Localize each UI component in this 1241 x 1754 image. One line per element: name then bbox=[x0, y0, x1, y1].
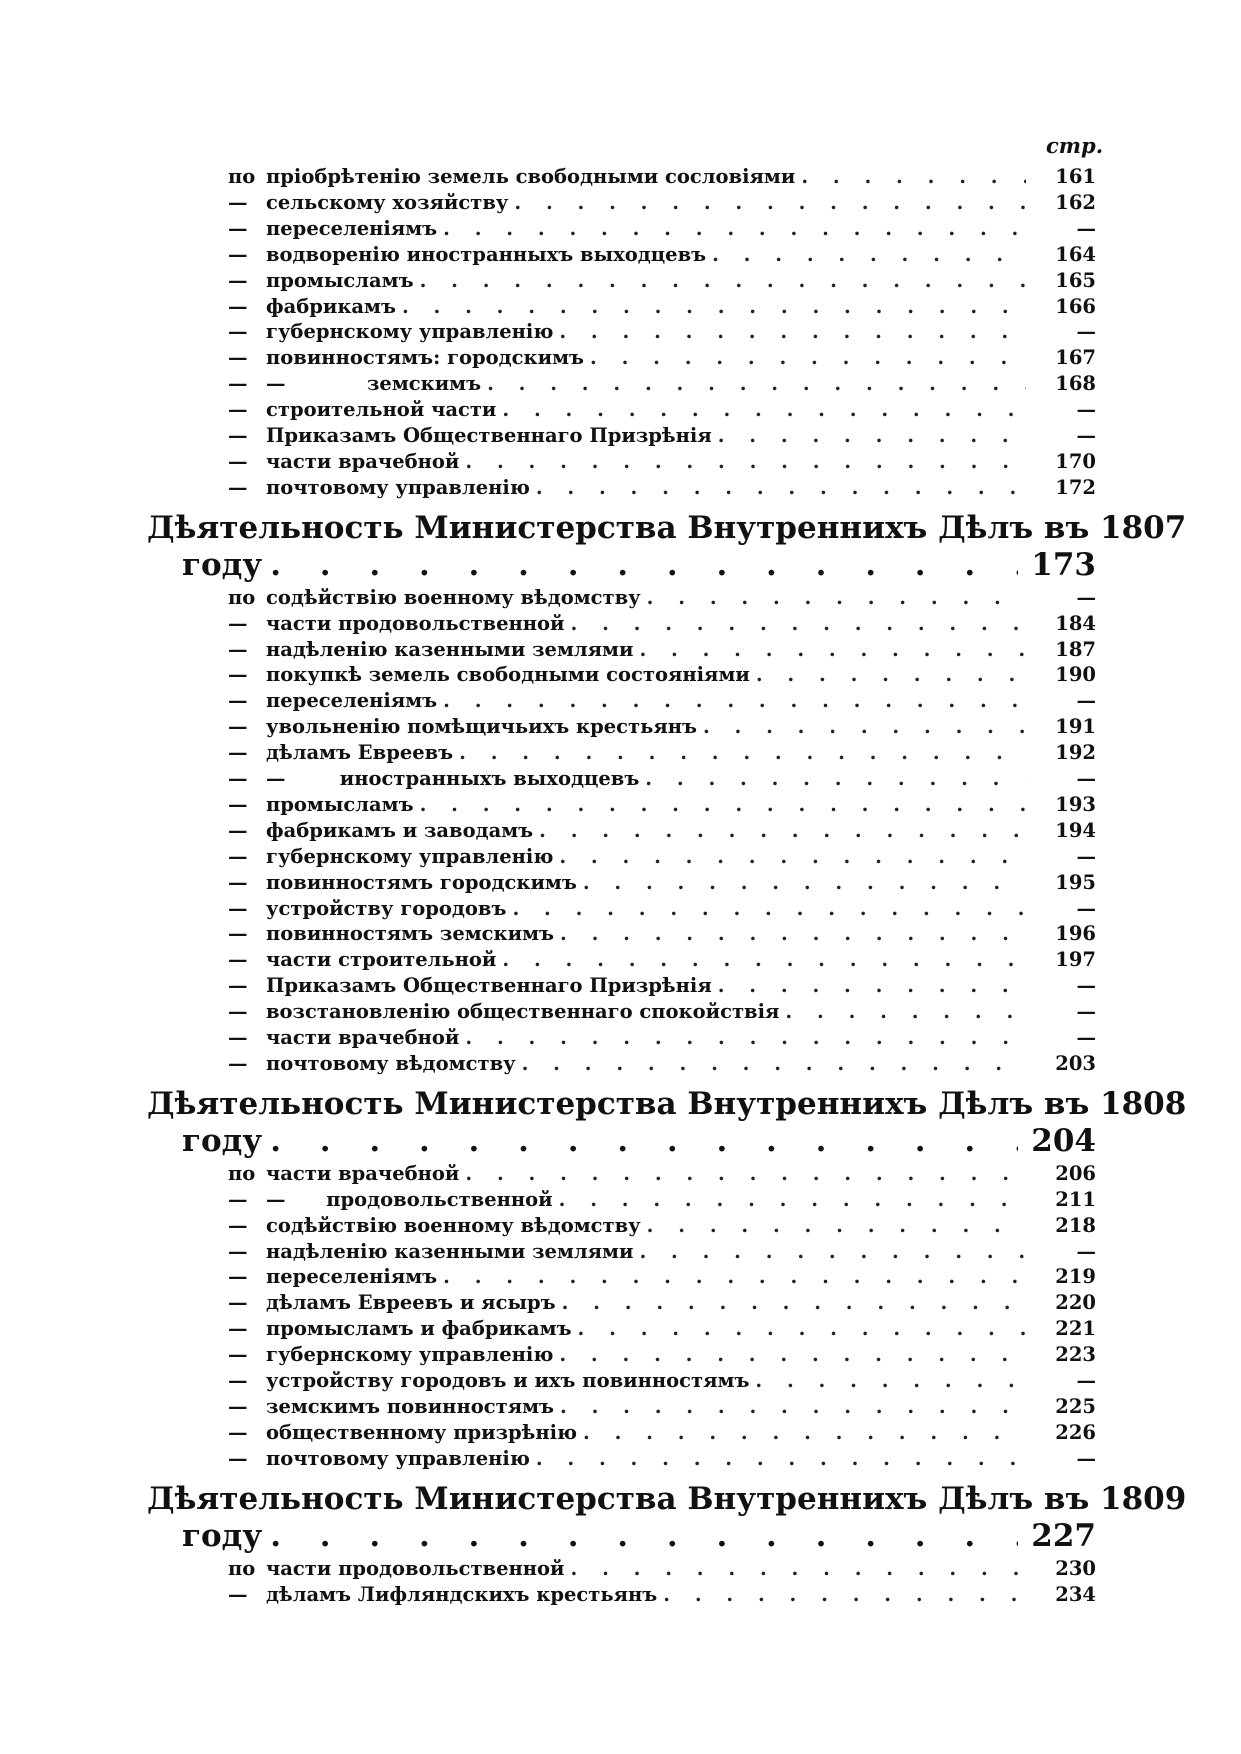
entry-title: губернскому управленію bbox=[266, 1343, 554, 1367]
entry-lead: — bbox=[228, 449, 248, 473]
dot-leader bbox=[583, 870, 1026, 896]
entry-lead: — bbox=[228, 398, 248, 422]
toc-entry bbox=[228, 714, 1096, 740]
toc-entry bbox=[228, 662, 1096, 688]
entry-title: промысламъ bbox=[266, 268, 414, 292]
entry-page-number: 193 bbox=[1055, 792, 1096, 816]
entry-lead: — bbox=[228, 216, 248, 240]
dot-leader bbox=[718, 423, 1026, 449]
toc-entry bbox=[228, 268, 1096, 294]
entry-title: содѣйствію военному вѣдомству bbox=[266, 1213, 641, 1237]
entry-title: губернскому управленію bbox=[266, 320, 554, 344]
entry-lead: — bbox=[228, 1291, 248, 1315]
entry-page-number: 162 bbox=[1055, 190, 1096, 214]
entry-title: части продовольственной bbox=[266, 611, 565, 635]
entry-lead: — bbox=[228, 818, 248, 842]
entry-lead: по bbox=[228, 1556, 256, 1580]
entry-lead: — bbox=[228, 1394, 248, 1418]
toc-entry bbox=[228, 1394, 1096, 1420]
entry-page-number: 203 bbox=[1055, 1051, 1096, 1075]
toc-entry bbox=[228, 870, 1096, 896]
entry-title: земскимъ повинностямъ bbox=[266, 1394, 554, 1418]
toc-entry bbox=[228, 371, 1096, 397]
toc-entry bbox=[228, 345, 1096, 371]
toc-entry bbox=[228, 818, 1096, 844]
section-page-number: 227 bbox=[1031, 1517, 1096, 1554]
dot-leader bbox=[514, 190, 1026, 216]
entry-lead: — bbox=[228, 1446, 248, 1470]
entry-page-number: 218 bbox=[1055, 1213, 1096, 1237]
dot-leader bbox=[402, 294, 1026, 320]
entry-page-number: — bbox=[1076, 320, 1096, 344]
entry-lead: — bbox=[228, 242, 248, 266]
entry-lead: — bbox=[228, 346, 248, 370]
toc-entry bbox=[228, 1420, 1096, 1446]
toc-entry bbox=[228, 688, 1096, 714]
toc-entry bbox=[228, 792, 1096, 818]
entry-lead: — bbox=[228, 1187, 248, 1211]
entry-title: водворенію иностранныхъ выходцевъ bbox=[266, 242, 707, 266]
entry-page-number: — bbox=[1076, 896, 1096, 920]
toc-entry bbox=[228, 1368, 1096, 1394]
section-year-line bbox=[182, 1517, 1096, 1555]
entry-title: переселеніямъ bbox=[266, 1265, 438, 1289]
dot-leader bbox=[502, 397, 1026, 423]
entry-lead: — bbox=[228, 663, 248, 687]
entry-page-number: 221 bbox=[1055, 1317, 1096, 1341]
entry-title: покупкѣ земель свободными состояніями bbox=[266, 663, 750, 687]
entry-lead: — bbox=[228, 1265, 248, 1289]
entry-title: части врачебной bbox=[266, 1161, 460, 1185]
dot-leader bbox=[645, 766, 1026, 792]
entry-page-number: 172 bbox=[1055, 475, 1096, 499]
entry-page-number: 206 bbox=[1055, 1161, 1096, 1185]
dot-leader bbox=[465, 1025, 1026, 1051]
toc-entry bbox=[228, 1556, 1096, 1582]
entry-title: сельскому хозяйству bbox=[266, 190, 509, 214]
section-year-word: году bbox=[182, 1517, 263, 1554]
section-heading: Дѣятельность Министерства Внутреннихъ Дѣлъ въ 1807 bbox=[147, 509, 1187, 546]
dot-leader bbox=[465, 1161, 1026, 1187]
entry-lead: — bbox=[228, 1026, 248, 1049]
entry-page-number: 234 bbox=[1055, 1582, 1096, 1606]
section-year-line bbox=[182, 1122, 1096, 1160]
entry-title: дѣламъ Лифляндскихъ крестьянъ bbox=[266, 1582, 658, 1606]
dot-leader bbox=[756, 662, 1026, 688]
section-heading: Дѣятельность Министерства Внутреннихъ Дѣлъ въ 1809 bbox=[147, 1480, 1187, 1517]
toc-entry bbox=[228, 475, 1096, 501]
dot-leader bbox=[270, 1517, 1018, 1555]
dot-leader bbox=[559, 1342, 1026, 1368]
entry-lead: — bbox=[228, 424, 248, 447]
entry-lead: — bbox=[228, 372, 248, 396]
dot-leader bbox=[465, 449, 1026, 475]
entry-lead: по bbox=[228, 1161, 256, 1185]
dot-leader bbox=[270, 546, 1018, 584]
entry-title: общественному призрѣнію bbox=[266, 1420, 578, 1444]
entry-title: части врачебной bbox=[266, 1026, 460, 1049]
dot-leader bbox=[443, 688, 1026, 714]
dot-leader bbox=[487, 371, 1026, 397]
dot-leader bbox=[703, 714, 1026, 740]
section-year-word: году bbox=[182, 546, 263, 583]
dot-leader bbox=[512, 896, 1026, 922]
entry-lead: — bbox=[228, 1213, 248, 1237]
section-page-number: 173 bbox=[1031, 546, 1096, 583]
dot-leader bbox=[560, 1394, 1026, 1420]
toc-entry bbox=[228, 1187, 1096, 1213]
entry-title: почтовому управленію bbox=[266, 475, 530, 499]
entry-title: — земскимъ bbox=[266, 372, 482, 396]
entry-lead: — bbox=[228, 1420, 248, 1444]
toc-entry bbox=[228, 1582, 1096, 1608]
entry-lead: — bbox=[228, 948, 248, 972]
dot-leader bbox=[639, 1239, 1026, 1265]
entry-title: фабрикамъ bbox=[266, 294, 396, 318]
entry-lead: — bbox=[228, 767, 248, 790]
entry-page-number: 165 bbox=[1055, 268, 1096, 292]
entry-title: повинностямъ городскимъ bbox=[266, 870, 577, 894]
dot-leader bbox=[270, 1122, 1018, 1160]
entry-lead: — bbox=[228, 1369, 248, 1392]
entry-lead: — bbox=[228, 1051, 248, 1075]
entry-page-number: 211 bbox=[1055, 1187, 1096, 1211]
entry-title: устройству городовъ bbox=[266, 896, 507, 920]
toc-entry bbox=[228, 766, 1096, 792]
entry-page-number: — bbox=[1076, 1446, 1096, 1470]
toc-entry bbox=[228, 1239, 1096, 1265]
entry-lead: — bbox=[228, 637, 248, 661]
toc-entry bbox=[228, 585, 1096, 611]
entry-page-number: 225 bbox=[1055, 1394, 1096, 1418]
dot-leader bbox=[562, 1290, 1026, 1316]
dot-leader bbox=[559, 1187, 1026, 1213]
entry-page-number: — bbox=[1076, 424, 1096, 447]
toc-entry bbox=[228, 1025, 1096, 1051]
toc-entry bbox=[228, 216, 1096, 242]
page-column-label: стр. bbox=[1046, 133, 1104, 158]
dot-leader bbox=[459, 740, 1026, 766]
entry-lead: по bbox=[228, 585, 256, 609]
entry-page-number: — bbox=[1076, 398, 1096, 422]
entry-title: части врачебной bbox=[266, 449, 460, 473]
entry-title: повинностямъ земскимъ bbox=[266, 922, 554, 946]
entry-page-number: 194 bbox=[1055, 818, 1096, 842]
entry-page-number: 170 bbox=[1055, 449, 1096, 473]
toc-entry bbox=[228, 294, 1096, 320]
entry-page-number: 230 bbox=[1055, 1556, 1096, 1580]
dot-leader bbox=[443, 216, 1026, 242]
dot-leader bbox=[559, 319, 1026, 345]
entry-lead: — bbox=[228, 294, 248, 318]
dot-leader bbox=[571, 611, 1027, 637]
entry-lead: — bbox=[228, 844, 248, 868]
entry-page-number: — bbox=[1076, 1369, 1096, 1392]
entry-lead: по bbox=[228, 165, 256, 188]
entry-title: почтовому вѣдомству bbox=[266, 1051, 516, 1075]
entry-title: губернскому управленію bbox=[266, 844, 554, 868]
toc-entry bbox=[228, 973, 1096, 999]
toc-entry bbox=[228, 844, 1096, 870]
dot-leader bbox=[785, 999, 1026, 1025]
entry-page-number: — bbox=[1076, 767, 1096, 790]
dot-leader bbox=[420, 268, 1026, 294]
toc-entry bbox=[228, 1290, 1096, 1316]
entry-page-number: 166 bbox=[1055, 294, 1096, 318]
entry-page-number: 167 bbox=[1055, 346, 1096, 370]
toc-entry bbox=[228, 1213, 1096, 1239]
entry-lead: — bbox=[228, 190, 248, 214]
entry-title: дѣламъ Евреевъ bbox=[266, 741, 454, 765]
entry-title: пріобрѣтенію земель свободными сословіями bbox=[266, 165, 796, 188]
toc-entry bbox=[228, 1161, 1096, 1187]
entry-title: переселеніямъ bbox=[266, 689, 438, 713]
toc-entry bbox=[228, 740, 1096, 766]
dot-leader bbox=[502, 947, 1026, 973]
dot-leader bbox=[522, 1051, 1026, 1077]
entry-page-number: 196 bbox=[1055, 922, 1096, 946]
entry-page-number: 161 bbox=[1055, 165, 1096, 188]
entry-title: возстановленію общественнаго спокойствія bbox=[266, 1000, 780, 1024]
entry-page-number: — bbox=[1076, 1026, 1096, 1049]
entry-title: надѣленію казенными землями bbox=[266, 637, 634, 661]
dot-leader bbox=[571, 1556, 1027, 1582]
entry-title: содѣйствію военному вѣдомству bbox=[266, 585, 641, 609]
entry-lead: — bbox=[228, 715, 248, 739]
toc-entry bbox=[228, 397, 1096, 423]
entry-lead: — bbox=[228, 1239, 248, 1263]
entry-lead: — bbox=[228, 475, 248, 499]
entry-title: надѣленію казенными землями bbox=[266, 1239, 634, 1263]
dot-leader bbox=[583, 1420, 1026, 1446]
dot-leader bbox=[536, 1446, 1026, 1472]
dot-leader bbox=[712, 242, 1026, 268]
entry-page-number: — bbox=[1076, 1000, 1096, 1024]
toc-entry bbox=[228, 1316, 1096, 1342]
entry-title: — продовольственной bbox=[266, 1187, 553, 1211]
dot-leader bbox=[801, 164, 1026, 190]
entry-page-number: 223 bbox=[1055, 1343, 1096, 1367]
dot-leader bbox=[443, 1264, 1026, 1290]
toc-entry bbox=[228, 1264, 1096, 1290]
dot-leader bbox=[578, 1316, 1026, 1342]
entry-title: фабрикамъ и заводамъ bbox=[266, 818, 534, 842]
entry-lead: — bbox=[228, 320, 248, 344]
entry-page-number: 192 bbox=[1055, 741, 1096, 765]
dot-leader bbox=[647, 1213, 1026, 1239]
entry-lead: — bbox=[228, 611, 248, 635]
toc-entry bbox=[228, 449, 1096, 475]
entry-lead: — bbox=[228, 268, 248, 292]
entry-title: увольненію помѣщичьихъ крестьянъ bbox=[266, 715, 697, 739]
entry-page-number: 187 bbox=[1055, 637, 1096, 661]
entry-page-number: — bbox=[1076, 974, 1096, 998]
toc-entry bbox=[228, 1342, 1096, 1368]
entry-lead: — bbox=[228, 792, 248, 816]
entry-title: строительной части bbox=[266, 398, 497, 422]
toc-entry bbox=[228, 921, 1096, 947]
entry-lead: — bbox=[228, 1343, 248, 1367]
entry-page-number: — bbox=[1076, 585, 1096, 609]
entry-title: почтовому управленію bbox=[266, 1446, 530, 1470]
dot-leader bbox=[420, 792, 1026, 818]
entry-lead: — bbox=[228, 922, 248, 946]
entry-page-number: 164 bbox=[1055, 242, 1096, 266]
entry-title: устройству городовъ и ихъ повинностямъ bbox=[266, 1369, 750, 1392]
toc-entry bbox=[228, 190, 1096, 216]
dot-leader bbox=[755, 1368, 1026, 1394]
entry-lead: — bbox=[228, 741, 248, 765]
entry-page-number: 190 bbox=[1055, 663, 1096, 687]
entry-page-number: 197 bbox=[1055, 948, 1096, 972]
entry-page-number: 191 bbox=[1055, 715, 1096, 739]
toc-entry bbox=[228, 947, 1096, 973]
section-year-line bbox=[182, 546, 1096, 584]
entry-title: части продовольственной bbox=[266, 1556, 565, 1580]
toc-entry bbox=[228, 319, 1096, 345]
entry-page-number: 226 bbox=[1055, 1420, 1096, 1444]
dot-leader bbox=[647, 585, 1026, 611]
entry-lead: — bbox=[228, 1000, 248, 1024]
toc-entry bbox=[228, 896, 1096, 922]
dot-leader bbox=[559, 844, 1026, 870]
entry-title: переселеніямъ bbox=[266, 216, 438, 240]
dot-leader bbox=[639, 637, 1026, 663]
entry-page-number: 168 bbox=[1055, 372, 1096, 396]
entry-title: промысламъ и фабрикамъ bbox=[266, 1317, 572, 1341]
toc-entry bbox=[228, 242, 1096, 268]
entry-title: части строительной bbox=[266, 948, 497, 972]
entry-title: дѣламъ Евреевъ и ясыръ bbox=[266, 1291, 556, 1315]
section-year-word: году bbox=[182, 1122, 263, 1159]
dot-leader bbox=[590, 345, 1026, 371]
dot-leader bbox=[539, 818, 1026, 844]
entry-page-number: — bbox=[1076, 1239, 1096, 1263]
entry-lead: — bbox=[228, 1317, 248, 1341]
section-page-number: 204 bbox=[1031, 1122, 1096, 1159]
entry-lead: — bbox=[228, 974, 248, 998]
toc-entry bbox=[228, 637, 1096, 663]
entry-page-number: — bbox=[1076, 216, 1096, 240]
toc-entry bbox=[228, 999, 1096, 1025]
entry-title: — иностранныхъ выходцевъ bbox=[266, 767, 640, 790]
entry-lead: — bbox=[228, 1582, 248, 1606]
toc-entry bbox=[228, 423, 1096, 449]
toc-entry bbox=[228, 164, 1096, 190]
entry-lead: — bbox=[228, 896, 248, 920]
toc-entry bbox=[228, 611, 1096, 637]
entry-lead: — bbox=[228, 689, 248, 713]
dot-leader bbox=[536, 475, 1026, 501]
toc-entry bbox=[228, 1446, 1096, 1472]
dot-leader bbox=[560, 921, 1026, 947]
entry-title: повинностямъ: городскимъ bbox=[266, 346, 584, 370]
entry-title: промысламъ bbox=[266, 792, 414, 816]
entry-page-number: 219 bbox=[1055, 1265, 1096, 1289]
section-heading: Дѣятельность Министерства Внутреннихъ Дѣлъ въ 1808 bbox=[147, 1085, 1187, 1122]
toc-entry bbox=[228, 1051, 1096, 1077]
entry-page-number: 184 bbox=[1055, 611, 1096, 635]
entry-page-number: — bbox=[1076, 689, 1096, 713]
entry-title: Приказамъ Общественнаго Призрѣнія bbox=[266, 424, 712, 447]
dot-leader bbox=[718, 973, 1026, 999]
entry-page-number: 195 bbox=[1055, 870, 1096, 894]
entry-lead: — bbox=[228, 870, 248, 894]
entry-page-number: 220 bbox=[1055, 1291, 1096, 1315]
entry-page-number: — bbox=[1076, 844, 1096, 868]
entry-title: Приказамъ Общественнаго Призрѣнія bbox=[266, 974, 712, 998]
dot-leader bbox=[663, 1582, 1026, 1608]
